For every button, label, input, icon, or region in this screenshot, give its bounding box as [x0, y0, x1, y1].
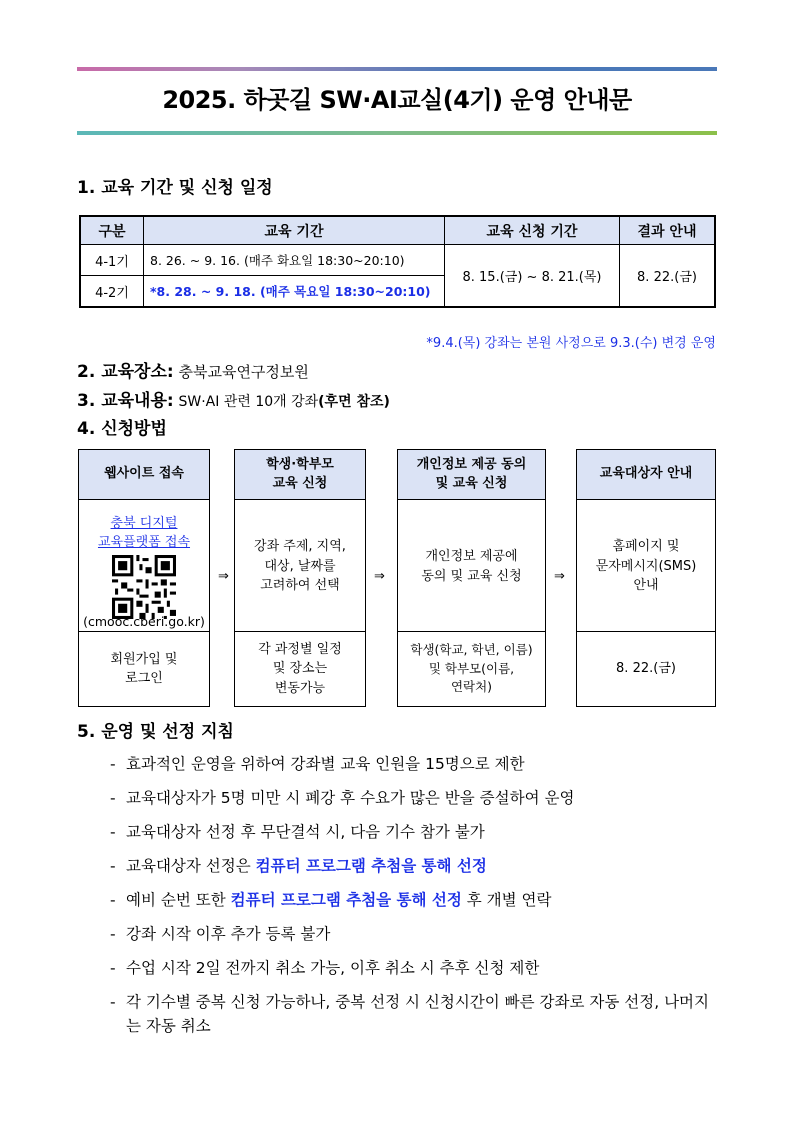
step-mid — [398, 500, 545, 633]
step-mid-text: 개인정보 제공에 — [425, 549, 518, 564]
step-mid-text: 문자메시지(SMS) — [595, 558, 697, 574]
step-head: 교육대상자 안내 — [577, 450, 715, 500]
bullet-dash: - — [110, 755, 116, 773]
guideline-list — [110, 752, 717, 1048]
step-mid-text: 고려하여 선택 — [260, 578, 340, 594]
list-item-emphasis: 컴퓨터 프로그램 추첨을 통해 선정 — [230, 891, 462, 909]
website-url: (cmooc.cberi.go.kr) — [83, 614, 205, 629]
step-head-text: 학생·학부모 — [266, 457, 334, 473]
step-bottom-text: 학생(학교, 학년, 이름) — [410, 641, 533, 657]
list-item-text: 수업 시작 2일 전까지 취소 가능, 이후 취소 시 추후 신청 제한 — [126, 959, 540, 977]
list-item — [110, 820, 717, 844]
step-bottom-text: 변동가능 — [274, 680, 326, 696]
step-head-text: 및 교육 신청 — [435, 475, 508, 491]
period-cell: *8. 28. ~ 9. 18. (매주 목요일 18:30~20:10) — [144, 276, 445, 308]
bullet-dash: - — [110, 857, 116, 875]
platform-link[interactable]: 충북 디지털 — [110, 516, 178, 532]
arrow-icon: ⇒ — [218, 569, 229, 584]
section2-label: 2. 교육장소: — [77, 362, 174, 382]
bullet-dash: - — [110, 959, 116, 977]
bottom-accent-bar — [77, 131, 717, 135]
col-header-result: 결과 안내 — [620, 216, 716, 245]
step-mid — [235, 500, 365, 633]
step-consent — [397, 449, 546, 707]
list-item-text: 각 기수별 중복 신청 가능하나, 중복 선정 시 신청시간이 빠른 강좌로 자동 선정, 나머지는 자동 취소 — [126, 993, 709, 1035]
bullet-dash: - — [110, 891, 116, 909]
step-mid-text: 대상, 날짜를 — [264, 558, 336, 574]
list-item — [110, 752, 717, 776]
step-bottom: 8. 22.(금) — [577, 631, 715, 706]
section2-line — [77, 357, 309, 382]
step-bottom — [235, 631, 365, 706]
step-bottom-text: 각 과정별 일정 — [258, 641, 342, 657]
period-cell: 8. 26. ~ 9. 16. (매주 화요일 18:30~20:10) — [144, 245, 445, 276]
platform-link[interactable]: 교육플랫폼 접속 — [97, 534, 191, 550]
list-item-text: 교육대상자 선정 후 무단결석 시, 다음 기수 참가 불가 — [126, 823, 485, 841]
section5-heading: 5. 운영 및 선정 지침 — [77, 722, 234, 742]
step-mid-text: 홈페이지 및 — [612, 539, 680, 555]
step-notify — [576, 449, 716, 707]
section1-heading: 1. 교육 기간 및 신청 일정 — [77, 178, 273, 198]
step-bottom-text: 연락처) — [450, 679, 493, 695]
schedule-note: *9.4.(목) 강좌는 본원 사정으로 9.3.(수) 변경 운영 — [426, 336, 716, 351]
bullet-dash: - — [110, 789, 116, 807]
section2-value: 충북교육연구정보원 — [178, 363, 309, 381]
step-mid-text: 동의 및 교육 신청 — [421, 568, 522, 584]
qr-code-icon — [111, 555, 177, 619]
list-item — [110, 888, 717, 912]
list-item — [110, 956, 717, 980]
step-head — [398, 450, 545, 500]
step-head-text: 교육 신청 — [272, 475, 328, 491]
apply-period-cell: 8. 15.(금) ~ 8. 21.(목) — [445, 245, 620, 308]
page-title: 2025. 하곳길 SW·AI교실(4기) 운영 안내문 — [162, 86, 632, 114]
list-item — [110, 990, 717, 1038]
step-bottom — [79, 631, 209, 706]
step-mid-text: 강좌 주제, 지역, — [254, 539, 346, 555]
schedule-table — [79, 215, 716, 308]
step-head: 웹사이트 접속 — [79, 450, 209, 500]
step-mid — [577, 500, 715, 633]
section3-value: SW·AI 관련 10개 강좌 — [178, 394, 319, 410]
result-cell: 8. 22.(금) — [620, 245, 716, 308]
step-website — [78, 449, 210, 707]
step-bottom-text: 회원가입 및 — [110, 651, 178, 667]
col-header-term: 구분 — [80, 216, 144, 245]
section3-line — [77, 386, 390, 411]
list-item-emphasis: 컴퓨터 프로그램 추첨을 통해 선정 — [255, 857, 487, 875]
bullet-dash: - — [110, 925, 116, 943]
step-bottom-text: 및 학부모(이름, — [428, 660, 515, 676]
step-head-text: 개인정보 제공 동의 — [416, 457, 527, 473]
list-item-text: 강좌 시작 이후 추가 등록 불가 — [126, 925, 331, 943]
term-cell: 4-2기 — [80, 276, 144, 308]
bullet-dash: - — [110, 823, 116, 841]
section3-label: 3. 교육내용: — [77, 391, 174, 411]
list-item-text: 후 개별 연락 — [461, 891, 552, 909]
top-accent-bar — [77, 67, 717, 71]
col-header-apply: 교육 신청 기간 — [445, 216, 620, 245]
list-item-text: 교육대상자가 5명 미만 시 폐강 후 수요가 많은 반을 증설하여 운영 — [126, 789, 575, 807]
list-item — [110, 854, 717, 878]
section3-suffix: (후면 참조) — [318, 394, 390, 410]
col-header-period: 교육 기간 — [144, 216, 445, 245]
table-row — [80, 245, 715, 276]
list-item-text: 교육대상자 선정은 — [126, 857, 256, 875]
step-mid-text: 안내 — [633, 578, 659, 594]
section4-heading: 4. 신청방법 — [77, 419, 167, 439]
list-item-text: 효과적인 운영을 위하여 강좌별 교육 인원을 15명으로 제한 — [126, 755, 525, 773]
arrow-icon: ⇒ — [374, 569, 385, 584]
bullet-dash: - — [110, 993, 116, 1011]
arrow-icon: ⇒ — [554, 569, 565, 584]
step-bottom-text: 및 장소는 — [272, 661, 328, 677]
step-bottom-text: 로그인 — [125, 671, 163, 686]
list-item — [110, 786, 717, 810]
step-bottom — [398, 631, 545, 706]
step-apply — [234, 449, 366, 707]
term-cell: 4-1기 — [80, 245, 144, 276]
list-item — [110, 922, 717, 946]
list-item-text: 예비 순번 또한 — [126, 891, 231, 909]
step-head — [235, 450, 365, 500]
